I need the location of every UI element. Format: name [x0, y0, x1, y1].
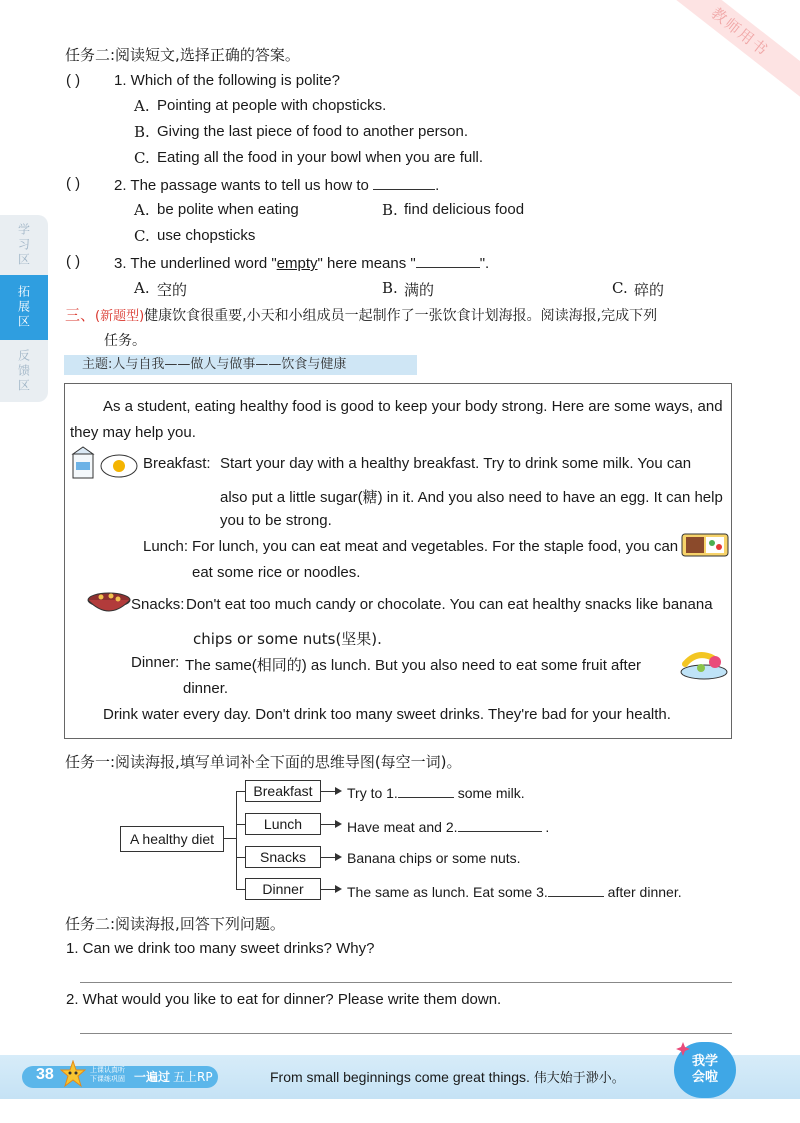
dinner-line2: dinner. [183, 680, 229, 697]
tab-study-zone[interactable]: 学习区 [0, 215, 48, 275]
blank-line[interactable] [416, 253, 480, 268]
option-letter: B. [382, 201, 398, 219]
option-text: 碎的 [634, 281, 665, 299]
lunch-box-icon [679, 528, 731, 560]
option-letter: A. [134, 279, 150, 297]
lunch-label: Lunch: [143, 538, 189, 555]
question-2-before: 2. The passage wants to tell us how to [114, 177, 369, 194]
answer-paren[interactable]: ( ) [66, 253, 81, 270]
option-letter: A. [134, 201, 150, 219]
option-text: use chopsticks [157, 227, 256, 244]
connector-line [236, 791, 237, 889]
breakfast-line3: you to be strong. [220, 512, 332, 529]
option-text: Pointing at people with chopsticks. [157, 97, 387, 114]
blank-line[interactable] [548, 882, 604, 897]
option-letter: C. [134, 227, 150, 245]
new-type-tag: (新题型) [95, 309, 145, 324]
option-text: find delicious food [404, 201, 525, 218]
option-letter: B. [134, 123, 150, 141]
mindmap-lunch: Lunch [245, 813, 321, 835]
section3-line2: 任务。 [104, 333, 146, 349]
brand-slogan [90, 1066, 125, 1084]
theme-bar: 主题:人与自我——做人与做事——饮食与健康 [64, 355, 417, 375]
corner-badge: 教师用书 [653, 0, 800, 105]
map-text-before: Try to 1. [347, 785, 398, 801]
motto-zh: 伟大始于渺小。 [533, 1071, 625, 1086]
connector-line [224, 838, 236, 839]
dinner-label: Dinner: [131, 654, 180, 671]
option-letter: C. [134, 149, 150, 167]
tab-extension-zone[interactable]: 拓展区 [0, 275, 48, 340]
brand-slogan-2: 下课练巩固 [90, 1075, 125, 1083]
section3-line1: 健康饮食很重要,小天和小组成员一起制作了一张饮食计划海报。阅读海报,完成下列 [144, 308, 658, 324]
section3-intro [65, 304, 657, 325]
option-letter: A. [134, 97, 150, 115]
mindmap-breakfast-text [347, 783, 525, 801]
breakfast-line2: also put a little sugar(糖) in it. And you also need to have an egg. It can help [220, 489, 723, 506]
poster-closing: Drink water every day. Don't drink too many sweet drinks. They're bad for your health. [103, 706, 671, 723]
question-3-text [114, 253, 489, 272]
poster-intro-line2: they may help you. [70, 424, 196, 441]
arrow-head [335, 820, 342, 828]
milk-egg-icon [69, 446, 139, 480]
task1-heading: 任务一:阅读海报,填写单词补全下面的思维导图(每空一词)。 [65, 753, 462, 771]
map-text-after: . [545, 819, 550, 835]
task2b-heading: 任务二:阅读海报,回答下列问题。 [65, 915, 285, 933]
mindmap-dinner: Dinner [245, 878, 321, 900]
underlined-word: empty [276, 255, 318, 272]
question-2-after: . [435, 177, 440, 194]
badge-line2: 会啦 [691, 1070, 718, 1085]
blank-line[interactable] [458, 817, 542, 832]
mindmap-snacks: Snacks [245, 846, 321, 868]
mascot-star-icon [60, 1060, 86, 1088]
mindmap-lunch-text [347, 817, 549, 835]
snacks-label: Snacks: [131, 596, 185, 613]
page-number: 38 [36, 1066, 54, 1083]
grade-label: 五上RP [173, 1070, 213, 1084]
short-answer-q2: 2. What would you like to eat for dinner? Please write them down. [66, 991, 502, 1008]
option-text: Eating all the food in your bowl when you are full. [157, 149, 484, 166]
option-text: be polite when eating [157, 201, 299, 218]
question-2-text [114, 175, 439, 194]
option-text: 满的 [404, 281, 435, 299]
map-text-after: after dinner. [607, 884, 682, 900]
footer-motto [270, 1067, 625, 1086]
question-3-mid: " here means " [317, 255, 416, 272]
option-letter: B. [382, 279, 398, 297]
section-number: 三、 [65, 306, 96, 324]
mindmap-snacks-text: Banana chips or some nuts. [347, 850, 521, 866]
blank-line[interactable] [373, 175, 435, 190]
tab-feedback-zone[interactable]: 反馈区 [0, 340, 48, 402]
answer-paren[interactable]: ( ) [66, 72, 81, 89]
lunch-line2: eat some rice or noodles. [192, 564, 361, 581]
arrow-head [335, 787, 342, 795]
sparkle-icon [676, 1042, 690, 1056]
dinner-line1: The same(相同的) as lunch. But you also need to eat some fruit after [185, 657, 642, 674]
connector-line [236, 791, 245, 792]
lunch-line1: For lunch, you can eat meat and vegetables. For the staple food, you can [192, 538, 679, 555]
map-text-after: some milk. [457, 785, 525, 801]
brand-name: 一遍过 [134, 1070, 171, 1084]
blank-line[interactable] [398, 783, 454, 798]
option-text: Giving the last piece of food to another person. [157, 123, 469, 140]
poster-intro-line1: As a student, eating healthy food is good to keep your body strong. Here are some ways, and [103, 398, 723, 415]
mindmap-breakfast: Breakfast [245, 780, 321, 802]
map-text-before: The same as lunch. Eat some 3. [347, 884, 548, 900]
snacks-line1: Don't eat too much candy or chocolate. You can eat healthy snacks like banana [186, 596, 713, 613]
arrow-head [335, 853, 342, 861]
breakfast-line1: Start your day with a healthy breakfast. Try to drink some milk. You can [220, 455, 692, 472]
task2-heading: 任务二:阅读短文,选择正确的答案。 [65, 46, 300, 64]
short-answer-q1: 1. Can we drink too many sweet drinks? Why? [66, 940, 375, 957]
connector-line [236, 857, 245, 858]
brand-slogan-1: 上课认真听 [90, 1066, 125, 1074]
question-3-after: ". [479, 255, 490, 272]
arrow-head [335, 885, 342, 893]
snacks-line2: chips or some nuts(坚果). [193, 630, 382, 648]
breakfast-label: Breakfast: [143, 455, 211, 472]
question-1-text: 1. Which of the following is polite? [114, 72, 340, 89]
connector-line [236, 824, 245, 825]
answer-line-2[interactable] [80, 1033, 732, 1034]
motto-en: From small beginnings come great things. [270, 1069, 530, 1085]
map-text-before: Have meat and 2. [347, 819, 458, 835]
option-letter: C. [612, 279, 628, 297]
answer-paren[interactable]: ( ) [66, 175, 81, 192]
snacks-bowl-icon [85, 588, 133, 618]
connector-line [236, 889, 245, 890]
option-text: 空的 [157, 281, 188, 299]
mindmap-dinner-text [347, 882, 682, 900]
mindmap-root: A healthy diet [120, 826, 224, 852]
poster [64, 383, 732, 739]
fruit-plate-icon [679, 646, 729, 682]
answer-line-1[interactable] [80, 982, 732, 983]
badge-line1: 我学 [691, 1054, 718, 1069]
question-3-before: 3. The underlined word " [114, 255, 277, 272]
